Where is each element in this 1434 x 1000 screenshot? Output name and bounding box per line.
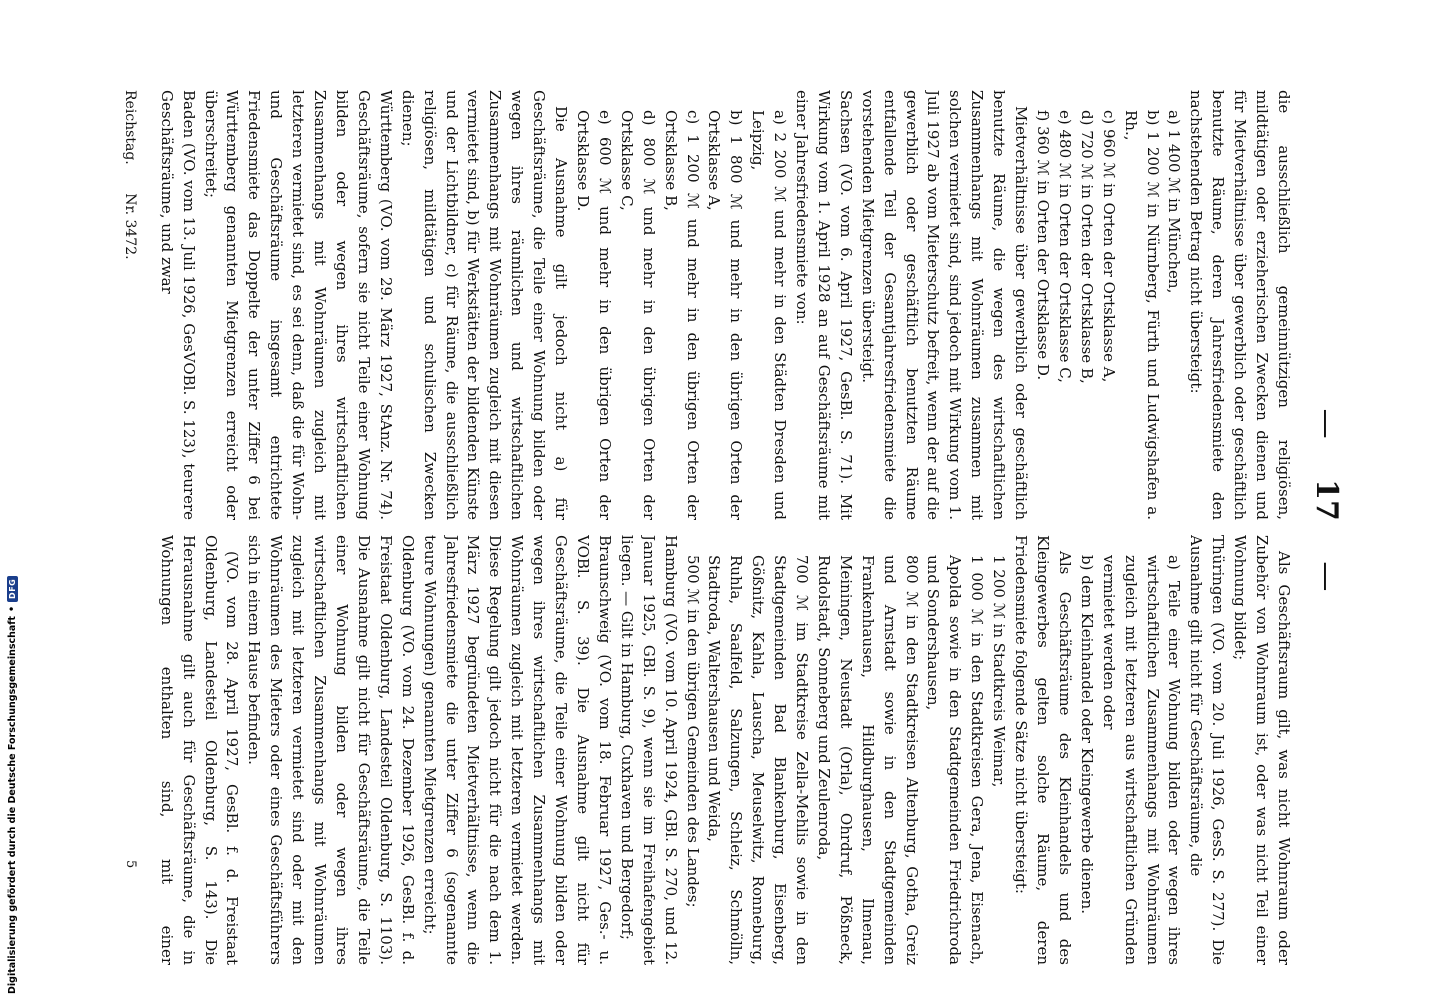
paragraph: Die Ausnahme gilt jedoch nicht a) für Geschäftsräume, die Teile einer Wohnung bilden oder wegen ihres räumlichen und wirtschaftlichen Zusammenhangs mit Wohnräumen zugleich mit diesen vermietet sind, b) für Werkstätten der bildenden Künste und der Lichtbildner, c) für Räume, die ausschließlich religiösen, mildtätigen und schulischen Zwecken dienen; <box>398 90 571 520</box>
separator-dot: • <box>6 605 18 613</box>
digitization-note <box>4 578 20 994</box>
page-number-dash-right: — <box>1309 561 1344 592</box>
right-column <box>154 535 1294 965</box>
list-item: d) 720 ℳ in Orten der Ortsklasse B, <box>1077 110 1096 384</box>
list-item: d) 800 ℳ und mehr in den übrigen Orten der Ortsklasse C, <box>617 110 658 520</box>
paragraph-hamburg: Hamburg (VO. vom 10. April 1924, GBl. S. 270, und 12. Januar 1925, GBl. S. 9), wenn sie im Freihafengebiet liegen. — Gilt in Hamburg, Cuxhaven und Bergedorf; <box>617 535 680 965</box>
paragraph-braunschweig: Braunschweig (VO. vom 18. Februar 1927, Ges.- u. VOBl. S. 39). Die Ausnahme gilt nicht für Geschäftsräume, die Teile einer Wohnung bilden oder wegen ihres wirtschaftlichen Zusammenhangs mit Wohnräumen zugleich mit letzteren vermietet werden. Diese Regelung gilt jedoch nicht für die nach dem 1. März 1927 begründeten Mietverhältnisse, wenn die Jahresfriedensmiete die unter Ziffer 6 (sogenannte teure Wohnungen) genannten Mietgrenzen erreicht; <box>420 535 614 965</box>
list-item: 1 200 ℳ in Stadtkreis Weimar, <box>990 555 1009 788</box>
digitization-note-text-wrap <box>4 578 20 994</box>
paragraph: (VO. vom 28. April 1927, GesBl. f. d. Freistaat Oldenburg, Landesteil Oldenburg, S. 143). Die Herausnahme gilt auch für Geschäftsräume, die in Wohnungen enthalten sind, mit einer <box>157 535 242 965</box>
paragraph-oldenburg: Oldenburg (VO. vom 24. Dezember 1926, GesBl. f. d. Freistaat Oldenburg, Landesteil Oldenburg, S. 1103). Die Ausnahme gilt nicht für Geschäftsräume, die Teile einer Wohnung bilden oder wegen ihres wirtschaftlichen Zusammenhangs mit Wohnräumen zugleich mit letzteren vermietet sind oder mit den Wohnräumen des Mieters oder eines Geschäftsführers sich in einem Hause befinden. <box>245 535 417 965</box>
list-item: b) 1 200 ℳ in Nürnberg, Fürth und Ludwigshafen a. Rh., <box>1121 110 1162 520</box>
list-item: 1 000 ℳ in den Stadtkreisen Gera, Jena, Eisenach, Apolda sowie in den Stadtgemeinden Friedrichroda und Sondershausen, <box>924 555 987 965</box>
footer-label: Reichstag. <box>122 90 138 165</box>
digitization-note-text: Digitalisierung gefördert durch die Deutsche Forschungsgemeinschaft <box>6 616 18 994</box>
paragraph: Mietverhältnisse über gewerblich oder geschäftlich benutzte Räume, die wegen des wirtschaftlichen Zusammenhangs mit Wohnräumen zusammen mit solchen vermietet sind, sind jedoch mit Wirkung vom 1. Juli 1927 ab vom Mieterschutz befreit, wenn der auf die gewerblich oder geschäftlich benutzten Räume entfallende Teil der Gesamtjahresfriedensmiete die vorstehenden Mietgrenzen übersteigt. <box>858 90 1031 520</box>
footer-sheet-number: 5 <box>123 860 138 869</box>
paragraph-thueringen: Thüringen (VO. vom 20. Juli 1926, GesS. S. 277). Die Ausnahme gilt nicht für Geschäftsräume, die <box>1187 535 1228 965</box>
list-item: e) 600 ℳ und mehr in den übrigen Orten der Ortsklasse D. <box>574 110 614 520</box>
footer-document-number: Nr. 3472. <box>122 193 138 260</box>
list-item <box>154 90 155 520</box>
list-item: c) 1 200 ℳ und mehr in den übrigen Orten der Ortsklasse B, <box>661 110 702 520</box>
paragraph: die ausschließlich gemeinnützigen religiösen, mildtätigen oder erzieherischen Zwecken dienen und für Mietverhältnisse über gewerblich oder geschäftlich benutzte Räume, deren Jahresfriedensmiete den nachstehenden Betrag nicht übersteigt: <box>1187 90 1293 520</box>
list-item: 700 ℳ im Stadtkreise Zella-Mehlis sowie in den Stadtgemeinden Bad Blankenburg, Eisenberg, Gößnitz, Kahla, Lauscha, Meuselwitz, Ronneburg, Ruhla, Saalfeld, Salzungen, Schleiz, Schmölln, Stadtroda, Waltershausen und Weida, <box>705 555 812 965</box>
list-item: b) dem Kleinhandel oder Kleingewerbe dienen. <box>1077 555 1096 914</box>
paragraph-wuerttemberg: Württemberg (VO. vom 29. März 1927, StAnz. Nr. 74). Geschäftsräume, sofern sie nicht Teile einer Wohnung bilden oder wegen ihres wirtschaftlichen Zusammenhangs mit Wohnräumen zugleich mit letzteren vermietet sind, es sei denn, daß die für Wohn- und Geschäftsräume insgesamt entrichtete Friedensmiete das Doppelte der unter Ziffer 6 bei Württemberg genannten Mietgrenzen erreicht oder überschreitet; <box>201 90 395 520</box>
dfg-logo-icon: DFG <box>7 576 18 602</box>
page-number-dash-left: — <box>1309 408 1344 439</box>
page-number-value: 17 <box>1309 479 1344 521</box>
left-column <box>154 90 1294 520</box>
paragraph-sachsen: Sachsen (VO. vom 6. April 1927, GesBl. S. 71). Mit Wirkung vom 1. April 1928 an auf Geschäftsräume mit einer Jahresfriedensmiete von: <box>793 90 855 520</box>
list-item: f) 360 ℳ in Orten der Ortsklasse D. <box>1034 110 1053 381</box>
list-item: a) 1 400 ℳ in München, <box>1165 110 1184 294</box>
list-item: e) 480 ℳ in Orten der Ortsklasse C, <box>1055 110 1074 383</box>
list-item: 800 ℳ in den Stadtkreisen Altenburg, Gotha, Greiz und Arnstadt sowie in den Stadtgemeinden Frankenhausen, Hildburghausen, Ilmenau, Meiningen, Neustadt (Orla), Ohrdruf, Pößneck, Rudolstadt, Sonneberg und Zeulenroda, <box>814 555 921 965</box>
footer-signature <box>122 90 138 284</box>
list-item: b) 1 800 ℳ und mehr in den übrigen Orten der Ortsklasse A, <box>705 110 746 520</box>
list-item: c) 960 ℳ in Orten der Ortsklasse A, <box>1099 110 1118 383</box>
paragraph: Als Geschäftsräume des Kleinhandels und des Kleingewerbes gelten solche Räume, deren Friedensmiete folgende Sätze nicht übersteigt: <box>1012 535 1074 965</box>
paragraph: Als Geschäftsraum gilt, was nicht Wohnraum oder Zubehör von Wohnraum ist, oder was nicht Teil einer Wohnung bildet; <box>1231 535 1293 965</box>
list-item: a) 2 200 ℳ und mehr in den Städten Dresden und Leipzig, <box>749 110 790 520</box>
list-item: a) Teile einer Wohnung bilden oder wegen ihres wirtschaftlichen Zusammenhangs mit Wohnräumen zugleich mit letzteren aus wirtschaftlichen Gründen vermietet werden oder <box>1099 555 1184 965</box>
list-item: 500 ℳ in den übrigen Gemeinden des Landes; <box>683 555 702 908</box>
page-number <box>1309 0 1344 1000</box>
paragraph-baden: Baden (VO. vom 13. Juli 1926, GesVOBl. S. 123), teurere Geschäftsräume, und zwar <box>157 90 198 520</box>
